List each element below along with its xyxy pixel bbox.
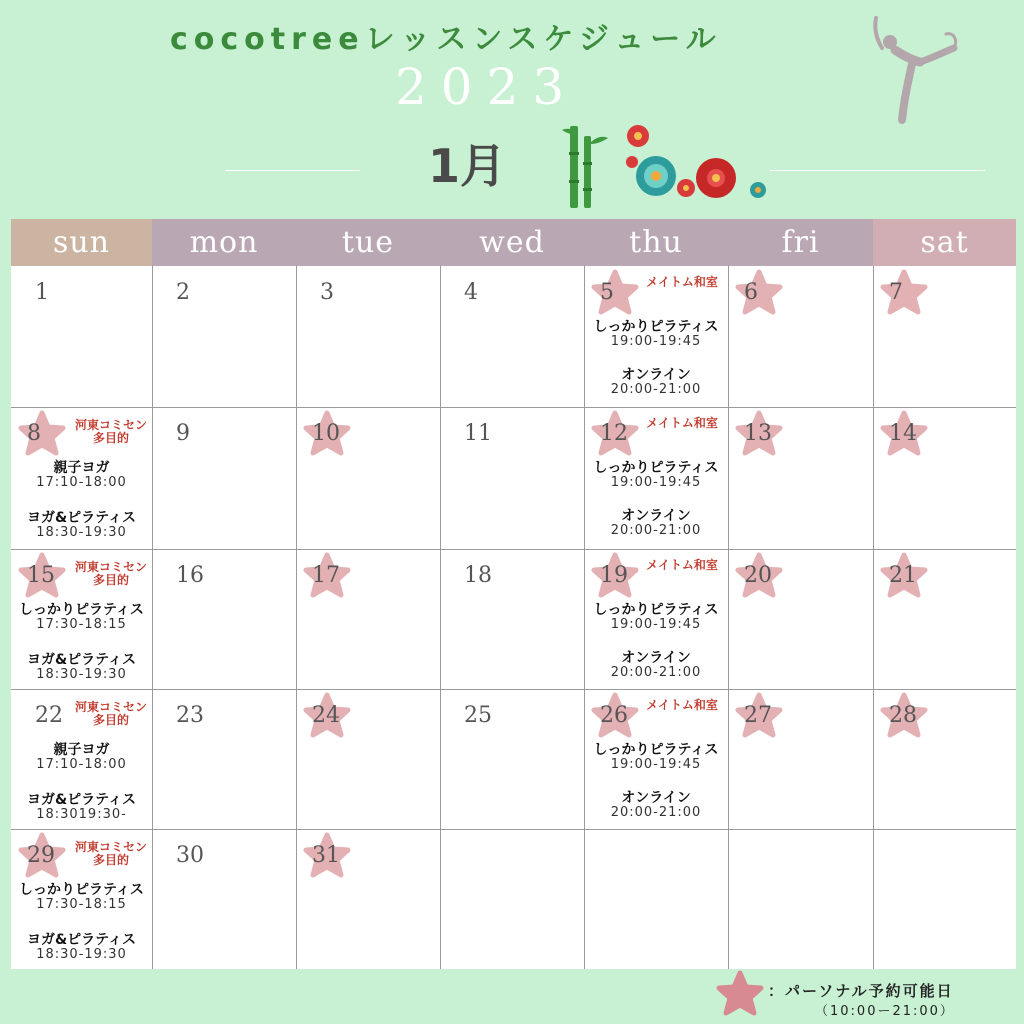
day-number: 12 bbox=[600, 421, 628, 446]
lesson-time: 20:00-21:00 bbox=[610, 382, 702, 397]
lesson-time: 20:00-21:00 bbox=[610, 523, 702, 538]
lesson-name: ヨガ&ピラティス bbox=[26, 792, 137, 808]
day-number: 26 bbox=[600, 703, 628, 728]
star-icon bbox=[590, 268, 640, 318]
lesson-time: 19:00-19:45 bbox=[610, 757, 702, 772]
venue-label: 河東コミセン 多目的 bbox=[74, 840, 147, 867]
lesson-time: 18:30-19:30 bbox=[36, 525, 127, 540]
day-cell[interactable] bbox=[152, 829, 296, 969]
lesson-name: しっかりピラティス bbox=[593, 460, 719, 476]
venue-label: 河東コミセン 多目的 bbox=[74, 700, 147, 727]
lesson-time: 18:30-19:30 bbox=[36, 667, 127, 682]
divider-left bbox=[225, 170, 360, 171]
lesson-name: しっかりピラティス bbox=[593, 602, 719, 618]
day-number: 1 bbox=[35, 280, 49, 305]
star-icon bbox=[17, 409, 67, 459]
lesson-time: 18:30-19:30 bbox=[36, 947, 127, 962]
lesson-name: オンライン bbox=[621, 650, 691, 666]
day-number: 4 bbox=[464, 280, 478, 305]
day-number: 2 bbox=[176, 280, 190, 305]
day-cell[interactable] bbox=[728, 829, 873, 969]
day-number: 29 bbox=[27, 843, 55, 868]
venue-label: メイトム和室 bbox=[646, 275, 718, 289]
yoga-pose-icon bbox=[862, 12, 962, 127]
day-number: 28 bbox=[889, 703, 917, 728]
lesson-name: ヨガ&ピラティス bbox=[26, 652, 137, 668]
lesson-name: ヨガ&ピラティス bbox=[26, 510, 137, 526]
lesson-name: オンライン bbox=[621, 790, 691, 806]
lesson-name: しっかりピラティス bbox=[19, 602, 144, 618]
day-number: 3 bbox=[320, 280, 334, 305]
day-number: 30 bbox=[176, 843, 204, 868]
flowers-icon bbox=[620, 120, 770, 205]
lesson-time: 17:10-18:00 bbox=[36, 475, 127, 490]
lesson-time: 20:00-21:00 bbox=[610, 665, 702, 680]
star-icon bbox=[734, 268, 784, 318]
day-number: 23 bbox=[176, 703, 204, 728]
day-cell[interactable] bbox=[11, 266, 152, 407]
day-cell[interactable] bbox=[152, 407, 296, 549]
day-number: 22 bbox=[35, 703, 63, 728]
day-number: 19 bbox=[600, 563, 628, 588]
day-cell[interactable] bbox=[440, 689, 584, 829]
legend-label: ：パーソナル予約可能日 bbox=[768, 982, 954, 1000]
day-cell[interactable] bbox=[584, 829, 728, 969]
day-number: 11 bbox=[464, 421, 492, 446]
lesson-time: 18:3019:30- bbox=[36, 807, 127, 822]
day-number: 10 bbox=[312, 421, 340, 446]
weekday-header-wed: wed bbox=[440, 219, 584, 266]
star-icon bbox=[879, 268, 929, 318]
day-number: 31 bbox=[312, 843, 340, 868]
day-number: 9 bbox=[176, 421, 190, 446]
venue-label: メイトム和室 bbox=[646, 416, 718, 430]
venue-label: 河東コミセン 多目的 bbox=[74, 418, 147, 445]
day-number: 18 bbox=[464, 563, 492, 588]
weekday-header-sat: sat bbox=[873, 219, 1016, 266]
lesson-time: 17:30-18:15 bbox=[36, 897, 127, 912]
lesson-name: 親子ヨガ bbox=[53, 460, 110, 476]
day-cell[interactable] bbox=[152, 549, 296, 689]
lesson-time: 19:00-19:45 bbox=[610, 617, 702, 632]
bamboo-icon bbox=[560, 122, 610, 210]
day-number: 8 bbox=[27, 421, 41, 446]
month-heading: 1月 bbox=[428, 139, 507, 193]
day-number: 21 bbox=[889, 563, 917, 588]
venue-label: メイトム和室 bbox=[646, 698, 718, 712]
lesson-time: 19:00-19:45 bbox=[610, 475, 702, 490]
lesson-time: 20:00-21:00 bbox=[610, 805, 702, 820]
day-cell[interactable] bbox=[152, 266, 296, 407]
day-cell[interactable] bbox=[440, 829, 584, 969]
weekday-header-fri: fri bbox=[728, 219, 873, 266]
day-cell[interactable] bbox=[152, 689, 296, 829]
day-number: 27 bbox=[744, 703, 772, 728]
star-icon bbox=[716, 970, 764, 1018]
day-number: 20 bbox=[744, 563, 772, 588]
lesson-name: オンライン bbox=[621, 367, 691, 383]
day-number: 6 bbox=[744, 280, 758, 305]
day-cell[interactable] bbox=[440, 407, 584, 549]
day-cell[interactable] bbox=[296, 266, 440, 407]
divider-right bbox=[770, 170, 985, 171]
calendar-grid bbox=[11, 219, 1016, 969]
day-number: 5 bbox=[600, 280, 614, 305]
lesson-name: 親子ヨガ bbox=[53, 742, 110, 758]
day-number: 15 bbox=[27, 563, 55, 588]
legend-hours: （10:00ー21:00） bbox=[815, 1004, 955, 1019]
weekday-header-tue: tue bbox=[296, 219, 440, 266]
day-number: 24 bbox=[312, 703, 340, 728]
lesson-name: しっかりピラティス bbox=[593, 742, 719, 758]
lesson-time: 19:00-19:45 bbox=[610, 334, 702, 349]
weekday-header-mon: mon bbox=[152, 219, 296, 266]
day-number: 25 bbox=[464, 703, 492, 728]
lesson-name: オンライン bbox=[621, 508, 691, 524]
weekday-header-thu: thu bbox=[584, 219, 728, 266]
day-number: 13 bbox=[744, 421, 772, 446]
lesson-time: 17:10-18:00 bbox=[36, 757, 127, 772]
day-number: 17 bbox=[312, 563, 340, 588]
lesson-name: ヨガ&ピラティス bbox=[26, 932, 137, 948]
lesson-time: 17:30-18:15 bbox=[36, 617, 127, 632]
day-cell[interactable] bbox=[440, 549, 584, 689]
day-cell[interactable] bbox=[873, 829, 1016, 969]
venue-label: 河東コミセン 多目的 bbox=[74, 560, 147, 587]
year-heading: 2023 bbox=[395, 58, 579, 116]
day-cell[interactable] bbox=[440, 266, 584, 407]
weekday-header-sun: sun bbox=[11, 219, 152, 266]
page-title: cocotreeレッスンスケジュール bbox=[170, 22, 722, 57]
day-number: 16 bbox=[176, 563, 204, 588]
day-number: 14 bbox=[889, 421, 917, 446]
lesson-name: しっかりピラティス bbox=[593, 319, 719, 335]
day-number: 7 bbox=[889, 280, 903, 305]
venue-label: メイトム和室 bbox=[646, 558, 718, 572]
lesson-name: しっかりピラティス bbox=[19, 882, 144, 898]
